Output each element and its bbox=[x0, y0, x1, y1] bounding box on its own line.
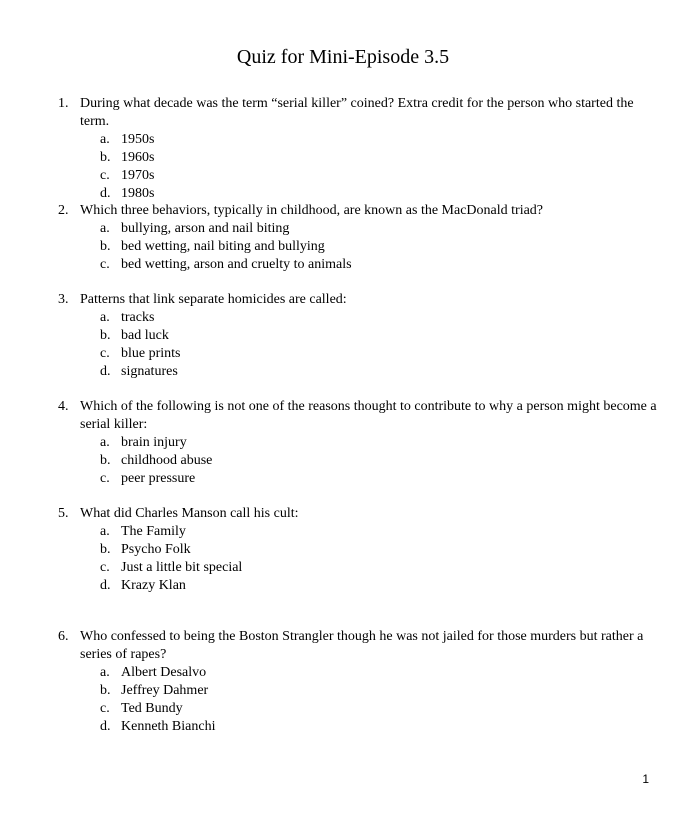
question-text: Who confessed to being the Boston Strangler though he was not jailed for those murders but rather a series of rapes? bbox=[80, 629, 644, 662]
option-letter: a. bbox=[100, 664, 110, 680]
option-letter: a. bbox=[100, 221, 110, 236]
option-letter: c. bbox=[100, 346, 110, 361]
option-text: Ted Bundy bbox=[121, 700, 183, 716]
question-text: Which three behaviors, typically in childhood, are known as the MacDonald triad? bbox=[80, 203, 544, 218]
answer-option bbox=[58, 541, 658, 559]
answer-options bbox=[58, 131, 658, 203]
option-text: 1950s bbox=[121, 131, 155, 147]
option-text: blue prints bbox=[121, 346, 181, 361]
answer-options bbox=[58, 434, 658, 488]
option-letter: d. bbox=[100, 364, 111, 379]
answer-option bbox=[58, 131, 658, 149]
page-title: Quiz for Mini-Episode 3.5 bbox=[236, 46, 450, 68]
question-1 bbox=[58, 95, 658, 203]
answer-options bbox=[58, 309, 658, 381]
answer-option bbox=[58, 327, 658, 345]
option-letter: a. bbox=[100, 434, 110, 450]
option-text: tracks bbox=[121, 310, 155, 325]
answer-option bbox=[58, 256, 658, 274]
option-letter: c. bbox=[100, 257, 110, 272]
option-letter: c. bbox=[100, 560, 110, 575]
question-2 bbox=[58, 202, 658, 274]
answer-option bbox=[58, 167, 658, 185]
answer-option bbox=[58, 363, 658, 381]
option-letter: b. bbox=[100, 542, 111, 557]
answer-option bbox=[58, 700, 658, 718]
answer-option bbox=[58, 238, 658, 256]
option-text: Krazy Klan bbox=[121, 578, 186, 593]
option-text: Just a little bit special bbox=[121, 560, 243, 575]
answer-option bbox=[58, 220, 658, 238]
option-letter: c. bbox=[100, 470, 110, 486]
question-number: 1. bbox=[58, 96, 69, 111]
option-letter: c. bbox=[100, 700, 110, 716]
answer-option bbox=[58, 149, 658, 167]
option-text: 1970s bbox=[121, 167, 155, 183]
question-stem bbox=[58, 398, 658, 433]
option-letter: b. bbox=[100, 149, 111, 165]
question-number: 3. bbox=[58, 292, 69, 307]
option-text: The Family bbox=[121, 524, 186, 539]
question-stem bbox=[58, 505, 658, 523]
question-text: Which of the following is not one of the reasons thought to contribute to why a person might become a serial killer: bbox=[80, 399, 657, 432]
question-4 bbox=[58, 398, 658, 488]
answer-option bbox=[58, 718, 658, 736]
option-letter: b. bbox=[100, 239, 111, 254]
option-letter: d. bbox=[100, 185, 111, 201]
option-text: peer pressure bbox=[121, 470, 196, 486]
answer-option bbox=[58, 185, 658, 203]
answer-option bbox=[58, 345, 658, 363]
answer-option bbox=[58, 452, 658, 470]
option-text: signatures bbox=[121, 364, 178, 379]
question-3 bbox=[58, 291, 658, 381]
page-number: 1 bbox=[642, 772, 649, 786]
question-number: 4. bbox=[58, 399, 69, 414]
option-text: 1960s bbox=[121, 149, 155, 165]
option-letter: b. bbox=[100, 682, 111, 698]
option-text: bed wetting, arson and cruelty to animals bbox=[121, 257, 352, 272]
question-number: 5. bbox=[58, 506, 69, 521]
option-text: Psycho Folk bbox=[121, 542, 191, 557]
option-text: bullying, arson and nail biting bbox=[121, 221, 290, 236]
question-stem bbox=[58, 628, 658, 663]
question-number: 6. bbox=[58, 629, 69, 644]
option-text: bed wetting, nail biting and bullying bbox=[121, 239, 325, 254]
question-stem bbox=[58, 202, 658, 220]
option-letter: a. bbox=[100, 524, 110, 539]
answer-option bbox=[58, 523, 658, 541]
option-text: Jeffrey Dahmer bbox=[121, 682, 209, 698]
answer-options bbox=[58, 664, 658, 736]
option-text: Kenneth Bianchi bbox=[121, 718, 216, 734]
option-letter: c. bbox=[100, 167, 110, 183]
option-letter: b. bbox=[100, 328, 111, 343]
answer-option bbox=[58, 309, 658, 327]
question-stem bbox=[58, 95, 658, 130]
option-letter: a. bbox=[100, 310, 110, 325]
question-text: Patterns that link separate homicides are called: bbox=[80, 292, 347, 307]
question-5 bbox=[58, 505, 658, 595]
option-letter: d. bbox=[100, 718, 111, 734]
option-text: 1980s bbox=[121, 185, 155, 201]
question-stem bbox=[58, 291, 658, 309]
option-letter: d. bbox=[100, 578, 111, 593]
answer-option bbox=[58, 470, 658, 488]
option-text: brain injury bbox=[121, 434, 187, 450]
question-text: What did Charles Manson call his cult: bbox=[80, 506, 299, 521]
answer-option bbox=[58, 682, 658, 700]
option-text: Albert Desalvo bbox=[121, 664, 207, 680]
option-letter: b. bbox=[100, 452, 111, 468]
question-text: During what decade was the term “serial killer” coined? Extra credit for the person who started the term. bbox=[80, 96, 634, 129]
question-number: 2. bbox=[58, 203, 69, 218]
option-letter: a. bbox=[100, 131, 110, 147]
answer-option bbox=[58, 577, 658, 595]
question-6 bbox=[58, 628, 658, 736]
answer-option bbox=[58, 434, 658, 452]
answer-option bbox=[58, 664, 658, 682]
answer-options bbox=[58, 523, 658, 595]
option-text: childhood abuse bbox=[121, 452, 213, 468]
answer-options bbox=[58, 220, 658, 274]
option-text: bad luck bbox=[121, 328, 169, 343]
answer-option bbox=[58, 559, 658, 577]
